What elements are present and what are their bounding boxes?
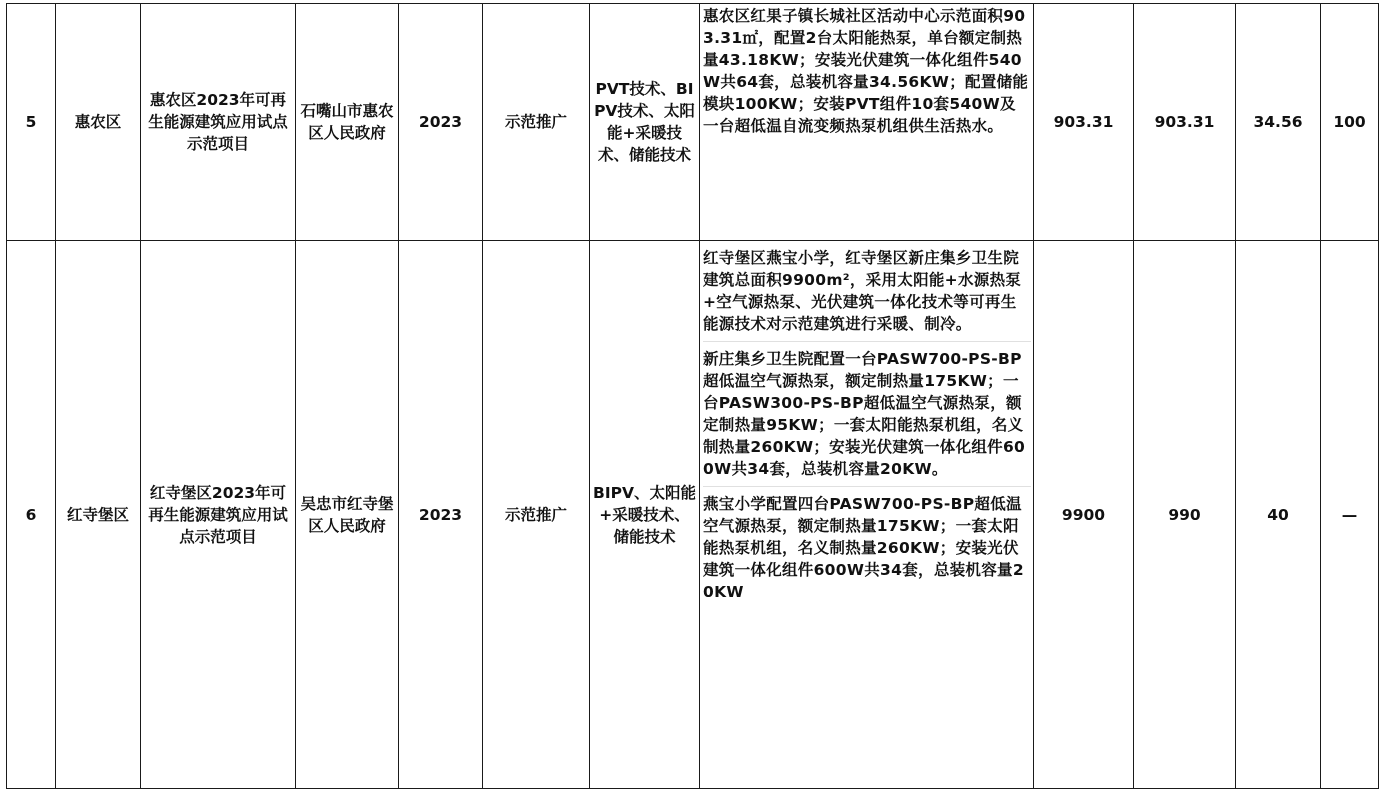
owner-cell: 吴忠市红寺堡区人民政府 <box>296 241 399 789</box>
content-cell <box>700 241 1034 789</box>
technology-cell: BIPV、太阳能+采暖技术、储能技术 <box>590 241 700 789</box>
row-number: 6 <box>7 241 56 789</box>
district-cell: 红寺堡区 <box>56 241 141 789</box>
technology-cell: PVT技术、BIPV技术、太阳能+采暖技术、储能技术 <box>590 4 700 241</box>
row-number: 5 <box>7 4 56 241</box>
owner-cell: 石嘴山市惠农区人民政府 <box>296 4 399 241</box>
content-paragraph: 惠农区红果子镇长城社区活动中心示范面积903.31㎡，配置2台太阳能热泵，单台额定制热量43.18KW；安装光伏建筑一体化组件540W共64套，总装机容量34.56KW；配置储能模块100KW；安装PVT组件10套540W及一台超低温自流变频热泵机组供生活热水。 <box>703 7 1029 135</box>
area-cell: 903.31 <box>1034 4 1134 241</box>
project-name-cell: 惠农区2023年可再生能源建筑应用试点示范项目 <box>141 4 296 241</box>
project-name-cell: 红寺堡区2023年可再生能源建筑应用试点示范项目 <box>141 241 296 789</box>
content-paragraph: 红寺堡区燕宝小学，红寺堡区新庄集乡卫生院建筑总面积9900m²，采用太阳能+水源热泵+空气源热泵、光伏建筑一体化技术等可再生能源技术对示范建筑进行采暖、制冷。 <box>703 249 1022 333</box>
content-paragraph: 燕宝小学配置四台PASW700-PS-BP超低温空气源热泵，额定制热量175KW；一套太阳能热泵机组，名义制热量260KW；安装光伏建筑一体化组件600W共34套，总装机容量20KW <box>703 486 1031 609</box>
table-row <box>7 241 1379 789</box>
area2-cell: 990 <box>1134 241 1236 789</box>
year-cell: 2023 <box>399 241 483 789</box>
table-row <box>7 4 1379 241</box>
project-table <box>6 3 1379 789</box>
value3-cell: 40 <box>1236 241 1321 789</box>
district-cell: 惠农区 <box>56 4 141 241</box>
value3-cell: 34.56 <box>1236 4 1321 241</box>
value4-cell: 100 <box>1321 4 1379 241</box>
content-paragraph: 新庄集乡卫生院配置一台PASW700-PS-BP超低温空气源热泵，额定制热量175KW；一台PASW300-PS-BP超低温空气源热泵，额定制热量95KW；一套太阳能热泵机组，名义制热量260KW；安装光伏建筑一体化组件600W共34套，总装机容量20KW。 <box>703 341 1031 486</box>
content-cell <box>700 4 1034 241</box>
value4-cell: — <box>1321 241 1379 789</box>
area2-cell: 903.31 <box>1134 4 1236 241</box>
type-cell: 示范推广 <box>483 4 590 241</box>
area-cell: 9900 <box>1034 241 1134 789</box>
year-cell: 2023 <box>399 4 483 241</box>
type-cell: 示范推广 <box>483 241 590 789</box>
